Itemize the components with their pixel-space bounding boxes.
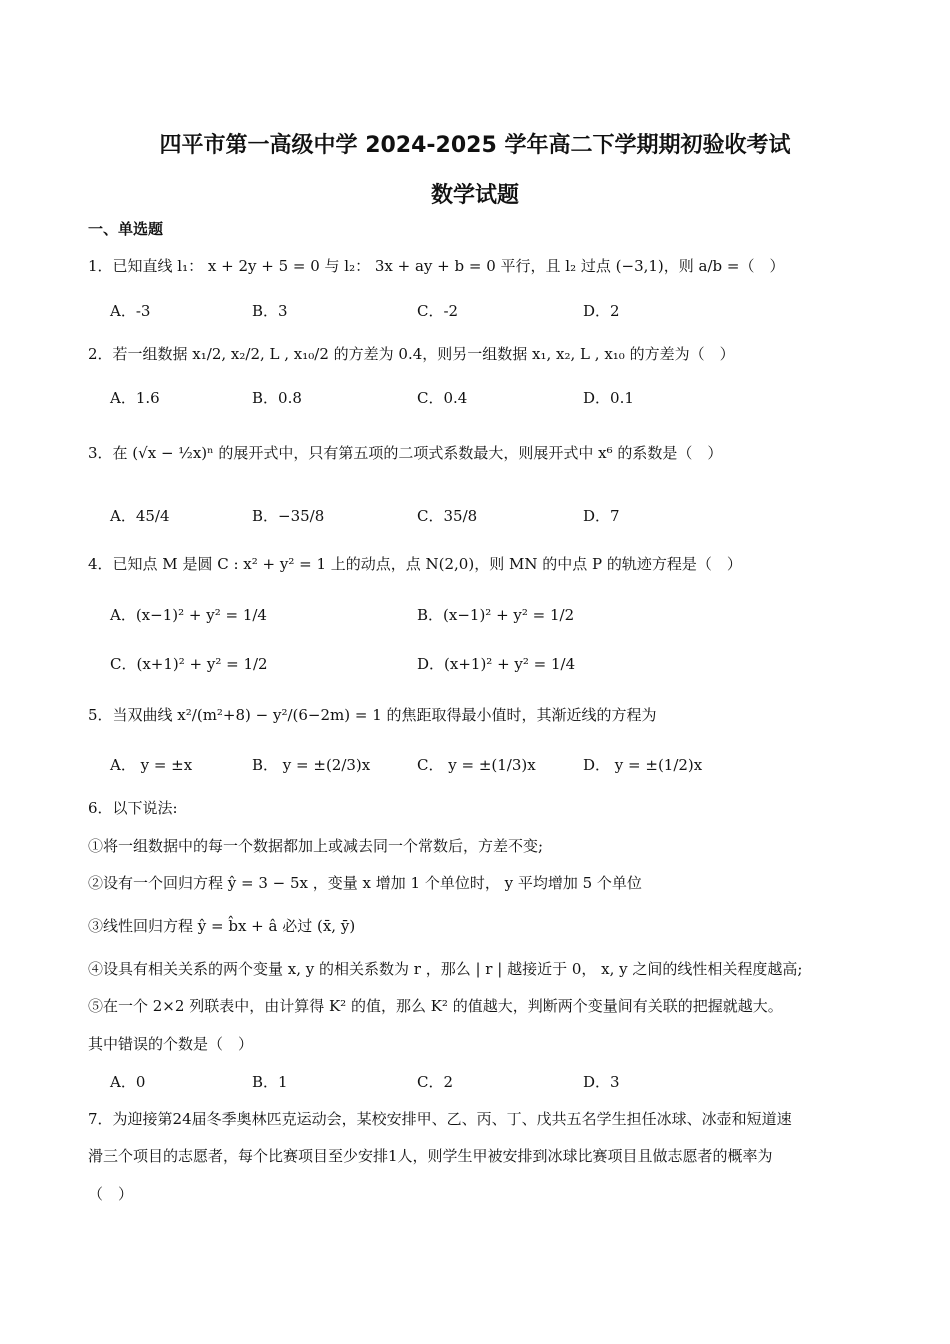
- question-7-stem-line-3: （ ）: [88, 1185, 134, 1203]
- q6-statement-3: ③线性回归方程 ŷ = b̂x + â 必过 (x̄, ȳ): [88, 917, 356, 935]
- question-3-stem: 3．在 (√x − ½x)ⁿ 的展开式中，只有第五项的二项式系数最大，则展开式中 x⁶ 的系数是（ ）: [88, 444, 723, 462]
- q2-option-a: A．1.6: [110, 389, 160, 407]
- q4-option-c: C．(x+1)² + y² = 1/2: [110, 655, 268, 673]
- question-2-stem: 2．若一组数据 x₁/2, x₂/2, L , x₁₀/2 的方差为 0.4，则另一组数据 x₁, x₂, L , x₁₀ 的方差为（ ）: [88, 345, 735, 363]
- q3-option-d: D．7: [583, 507, 620, 525]
- exam-title: 四平市第一高级中学 2024-2025 学年高二下学期期初验收考试: [159, 133, 791, 158]
- section-heading: 一、单选题: [88, 220, 164, 238]
- q5-option-b: B． y = ±(2/3)x: [252, 756, 371, 774]
- q1-option-c: C．-2: [417, 302, 459, 320]
- q6-statement-5: ⑤在一个 2×2 列联表中，由计算得 K² 的值，那么 K² 的值越大，判断两个变量间有关联的把握就越大。: [88, 997, 783, 1015]
- q3-option-b: B．−35/8: [252, 507, 325, 525]
- q4-option-b: B．(x−1)² + y² = 1/2: [417, 606, 575, 624]
- q6-option-c: C．2: [417, 1073, 454, 1091]
- q1-option-a: A．-3: [110, 302, 151, 320]
- q2-option-c: C．0.4: [417, 389, 468, 407]
- q6-tail: 其中错误的个数是（ ）: [88, 1035, 254, 1053]
- q6-option-d: D．3: [583, 1073, 620, 1091]
- q4-option-a: A．(x−1)² + y² = 1/4: [110, 606, 267, 624]
- exam-subtitle: 数学试题: [430, 183, 519, 208]
- q5-option-a: A． y = ±x: [110, 756, 193, 774]
- q6-statement-4: ④设具有相关关系的两个变量 x, y 的相关系数为 r ，那么 | r | 越接近于 0， x, y 之间的线性相关程度越高;: [88, 960, 803, 978]
- question-4-stem: 4．已知点 M 是圆 C : x² + y² = 1 上的动点，点 N(2,0)，则 MN 的中点 P 的轨迹方程是（ ）: [88, 555, 742, 573]
- q5-option-d: D． y = ±(1/2)x: [583, 756, 703, 774]
- question-6-stem: 6．以下说法:: [88, 799, 178, 817]
- q4-option-d: D．(x+1)² + y² = 1/4: [417, 655, 576, 673]
- question-5-stem: 5．当双曲线 x²/(m²+8) − y²/(6−2m) = 1 的焦距取得最小值时，其渐近线的方程为: [88, 706, 657, 724]
- question-7-stem-line-1: 7．为迎接第24届冬季奥林匹克运动会，某校安排甲、乙、丙、丁、戊共五名学生担任冰球、冰壶和短道速: [88, 1110, 792, 1128]
- question-7-stem-line-2: 滑三个项目的志愿者，每个比赛项目至少安排1人，则学生甲被安排到冰球比赛项目且做志愿者的概率为: [88, 1147, 773, 1165]
- question-1-stem: 1．已知直线 l₁： x + 2y + 5 = 0 与 l₂： 3x + ay + b = 0 平行，且 l₂ 过点 (−3,1)，则 a/b =（ ）: [88, 257, 785, 275]
- q6-statement-1: ①将一组数据中的每一个数据都加上或减去同一个常数后，方差不变;: [88, 837, 544, 855]
- q5-option-c: C． y = ±(1/3)x: [417, 756, 536, 774]
- q2-option-b: B．0.8: [252, 389, 302, 407]
- q6-option-b: B．1: [252, 1073, 288, 1091]
- q6-option-a: A．0: [110, 1073, 146, 1091]
- q1-option-b: B．3: [252, 302, 288, 320]
- q2-option-d: D．0.1: [583, 389, 634, 407]
- q1-option-d: D．2: [583, 302, 620, 320]
- q3-option-c: C．35/8: [417, 507, 478, 525]
- q6-statement-2: ②设有一个回归方程 ŷ = 3 − 5x ，变量 x 增加 1 个单位时， y 平均增加 5 个单位: [88, 874, 642, 892]
- q3-option-a: A．45/4: [110, 507, 170, 525]
